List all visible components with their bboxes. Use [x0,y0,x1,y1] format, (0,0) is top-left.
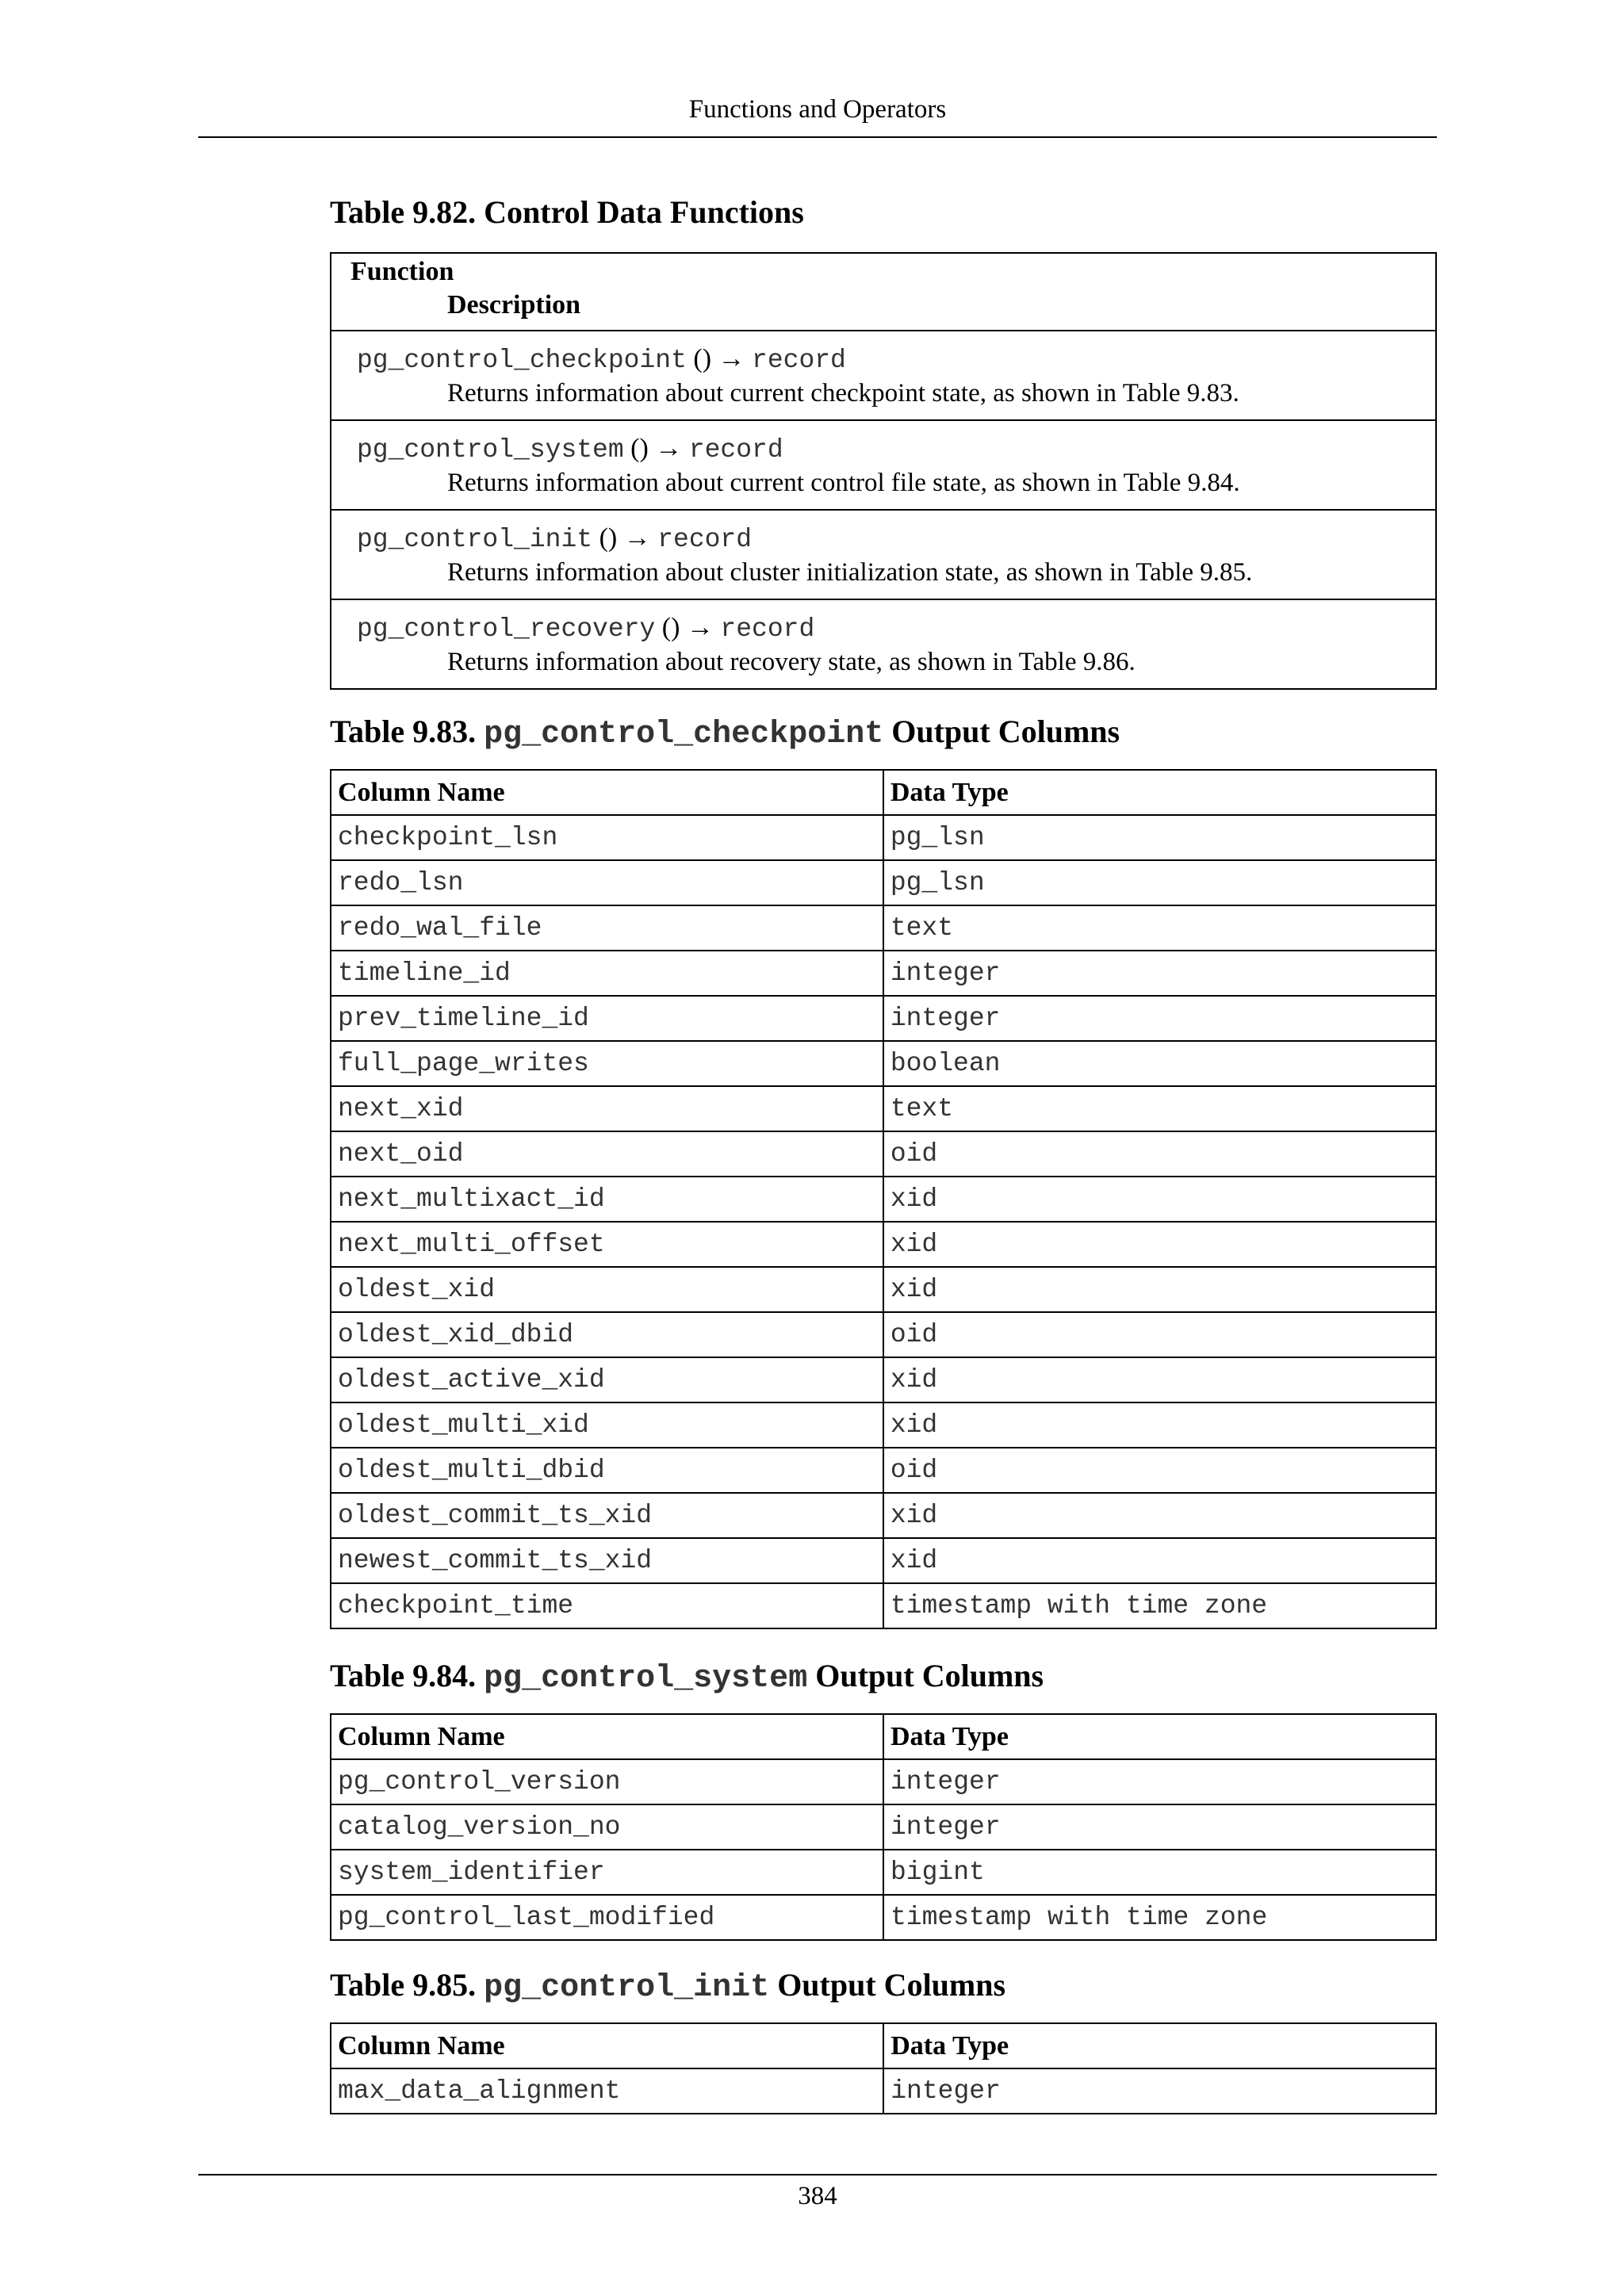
function-args: () → [623,434,689,463]
table-row [331,2068,1436,2114]
title-prefix: Table 9.84. [330,1658,485,1693]
function-description: Returns information about current checkpoint state, as shown in Table 9.83. [447,379,1239,408]
table-row [331,1267,1436,1312]
function-description: Returns information about cluster initialization state, as shown in Table 9.85. [447,558,1253,587]
function-signature [357,613,814,644]
table-row [331,1402,1436,1448]
function-args: () → [655,613,721,642]
column-name-header: Column Name [331,1714,883,1759]
table-row [331,1493,1436,1538]
column-name-cell: checkpoint_lsn [331,815,883,860]
title-suffix: Output Columns [883,714,1120,749]
function-signature [357,344,846,375]
column-name-cell: oldest_xid_dbid [331,1312,883,1357]
table-row [331,1041,1436,1086]
column-name-cell: redo_wal_file [331,905,883,951]
column-name-cell: timeline_id [331,951,883,996]
column-name-cell: next_oid [331,1131,883,1177]
table-header-row [331,1714,1436,1759]
function-row [331,511,1435,600]
data-type-cell: text [883,905,1436,951]
data-type-cell: xid [883,1222,1436,1267]
table-row [331,1086,1436,1131]
function-description: Returns information about recovery state, as shown in Table 9.86. [447,648,1136,676]
init-output-columns-table [330,2022,1437,2114]
table-row [331,860,1436,905]
system-output-columns-table [330,1713,1437,1941]
checkpoint-output-columns-table [330,769,1437,1629]
table-9-82-title: Table 9.82. Control Data Functions [330,194,804,230]
column-name-cell: next_multi_offset [331,1222,883,1267]
control-data-functions-table [330,252,1437,690]
table-9-83-title [330,713,1120,752]
function-table-header [331,254,1435,331]
column-name-header: Column Name [331,2023,883,2068]
function-name: pg_control_init [357,525,593,554]
column-name-cell: max_data_alignment [331,2068,883,2114]
data-type-cell: xid [883,1267,1436,1312]
table-row [331,1583,1436,1628]
table-row [331,1222,1436,1267]
column-name-cell: oldest_active_xid [331,1357,883,1402]
column-name-cell: oldest_xid [331,1267,883,1312]
header-rule [198,136,1437,138]
column-name-cell: newest_commit_ts_xid [331,1538,883,1583]
page-number: 384 [798,2182,837,2210]
data-type-cell: integer [883,996,1436,1041]
table-row [331,1895,1436,1940]
title-code: pg_control_init [484,1970,770,2006]
table-header-row [331,770,1436,815]
column-name-cell: pg_control_last_modified [331,1895,883,1940]
function-args: () → [592,523,658,553]
function-row [331,331,1435,421]
column-name-cell: redo_lsn [331,860,883,905]
table-9-84-title [330,1657,1044,1697]
table-row [331,905,1436,951]
data-type-cell: xid [883,1538,1436,1583]
title-prefix: Table 9.85. [330,1967,485,2003]
table-row [331,1759,1436,1804]
table-row [331,1448,1436,1493]
data-type-cell: boolean [883,1041,1436,1086]
data-type-cell: text [883,1086,1436,1131]
function-row [331,600,1435,690]
table-row [331,1357,1436,1402]
function-args: () → [686,344,753,373]
data-type-cell: xid [883,1493,1436,1538]
table-row [331,1131,1436,1177]
table-row [331,1177,1436,1222]
data-type-cell: oid [883,1312,1436,1357]
footer-rule [198,2174,1437,2175]
table-row [331,815,1436,860]
header-function: Function [350,257,454,286]
function-name: pg_control_system [357,435,624,465]
data-type-cell: integer [883,1804,1436,1850]
column-name-header: Column Name [331,770,883,815]
running-header: Functions and Operators [688,95,947,124]
data-type-cell: timestamp with time zone [883,1583,1436,1628]
title-suffix: Output Columns [807,1658,1044,1693]
column-name-cell: checkpoint_time [331,1583,883,1628]
column-name-cell: pg_control_version [331,1759,883,1804]
function-row [331,421,1435,511]
table-row [331,1804,1436,1850]
data-type-cell: integer [883,1759,1436,1804]
table-row [331,1538,1436,1583]
data-type-cell: pg_lsn [883,860,1436,905]
table-header-row [331,2023,1436,2068]
data-type-header: Data Type [883,1714,1436,1759]
table-9-85-title [330,1966,1005,2006]
data-type-cell: xid [883,1177,1436,1222]
function-signature [357,434,783,465]
title-suffix: Output Columns [769,1967,1006,2003]
data-type-cell: bigint [883,1850,1436,1895]
header-description: Description [447,290,581,320]
function-return-type: record [752,346,846,375]
function-return-type: record [720,614,815,644]
table-row [331,996,1436,1041]
column-name-cell: next_multixact_id [331,1177,883,1222]
table-row [331,1850,1436,1895]
function-return-type: record [657,525,753,554]
data-type-header: Data Type [883,2023,1436,2068]
data-type-cell: oid [883,1131,1436,1177]
column-name-cell: next_xid [331,1086,883,1131]
table-row [331,1312,1436,1357]
title-prefix: Table 9.83. [330,714,485,749]
data-type-cell: oid [883,1448,1436,1493]
data-type-cell: integer [883,2068,1436,2114]
data-type-header: Data Type [883,770,1436,815]
table-row [331,951,1436,996]
column-name-cell: prev_timeline_id [331,996,883,1041]
data-type-cell: pg_lsn [883,815,1436,860]
column-name-cell: oldest_multi_dbid [331,1448,883,1493]
column-name-cell: oldest_commit_ts_xid [331,1493,883,1538]
data-type-cell: integer [883,951,1436,996]
data-type-cell: xid [883,1357,1436,1402]
function-name: pg_control_checkpoint [357,346,687,375]
function-name: pg_control_recovery [357,614,656,644]
data-type-cell: timestamp with time zone [883,1895,1436,1940]
function-description: Returns information about current control file state, as shown in Table 9.84. [447,469,1240,497]
title-code: pg_control_checkpoint [484,717,884,752]
data-type-cell: xid [883,1402,1436,1448]
title-code: pg_control_system [484,1661,808,1697]
column-name-cell: full_page_writes [331,1041,883,1086]
column-name-cell: catalog_version_no [331,1804,883,1850]
column-name-cell: system_identifier [331,1850,883,1895]
function-signature [357,523,752,554]
column-name-cell: oldest_multi_xid [331,1402,883,1448]
function-return-type: record [688,435,783,465]
